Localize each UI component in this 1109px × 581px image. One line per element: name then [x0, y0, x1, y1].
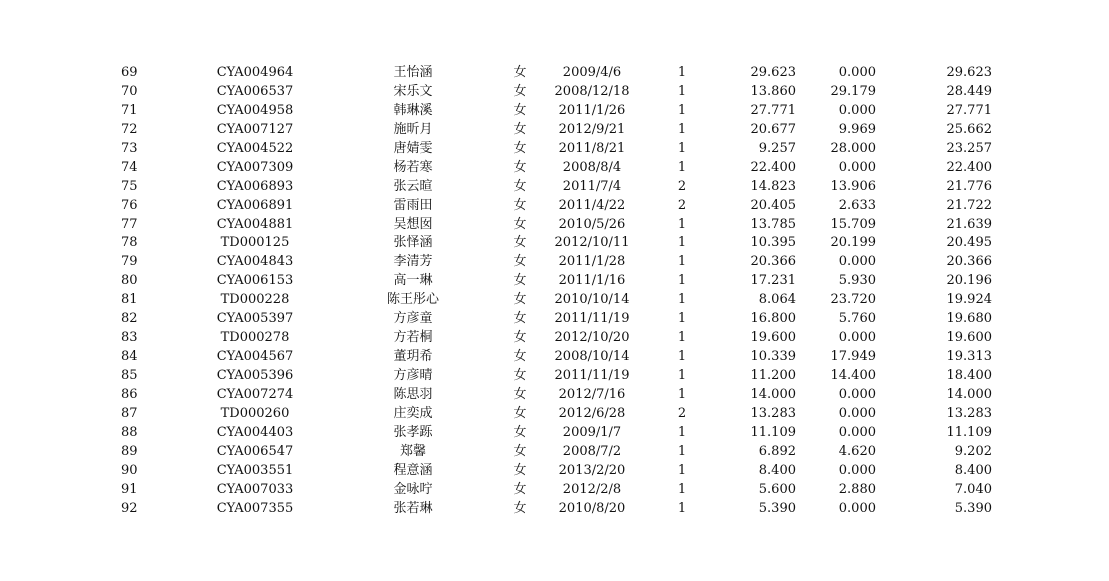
score-b-cell: 0.000	[838, 386, 876, 402]
total-score-cell: 23.257	[946, 140, 992, 156]
score-b-cell: 0.000	[838, 330, 876, 346]
date-cell: 2011/1/16	[558, 273, 626, 289]
count-cell: 1	[677, 65, 687, 80]
score-a-cell: 17.231	[750, 273, 796, 289]
table-row	[0, 121, 1109, 140]
score-a-cell: 29.623	[750, 65, 796, 80]
id-cell: TD000228	[220, 292, 290, 308]
count-cell: 1	[677, 311, 687, 327]
score-b-cell: 0.000	[838, 159, 876, 175]
name-cell: 张云暄	[393, 178, 433, 194]
gender-cell: 女	[513, 311, 527, 327]
name-cell: 李清芳	[393, 254, 433, 270]
total-score-cell: 22.400	[946, 159, 992, 175]
date-cell: 2009/4/6	[562, 65, 622, 80]
rank-cell: 72	[121, 121, 138, 137]
count-cell: 1	[677, 254, 687, 270]
id-cell: CYA004964	[216, 65, 294, 80]
score-b-cell: 9.969	[838, 121, 876, 137]
count-cell: 1	[677, 386, 687, 402]
table-row	[0, 102, 1109, 121]
rank-cell: 83	[121, 330, 138, 346]
score-a-cell: 9.257	[758, 140, 796, 156]
total-score-cell: 14.000	[946, 386, 992, 402]
date-cell: 2008/12/18	[554, 83, 630, 99]
table-row	[0, 64, 1109, 83]
rank-cell: 89	[121, 443, 138, 459]
score-b-cell: 4.620	[838, 443, 876, 459]
gender-cell: 女	[513, 462, 527, 478]
rank-cell: 80	[121, 273, 138, 289]
date-cell: 2011/4/22	[558, 197, 626, 213]
rank-cell: 71	[121, 102, 138, 118]
gender-cell: 女	[513, 102, 527, 118]
name-cell: 宋乐文	[393, 83, 433, 99]
total-score-cell: 20.366	[946, 254, 992, 270]
id-cell: CYA004567	[216, 349, 294, 365]
total-score-cell: 21.722	[946, 197, 992, 213]
gender-cell: 女	[513, 254, 527, 270]
score-b-cell: 29.179	[830, 83, 876, 99]
total-score-cell: 28.449	[946, 83, 992, 99]
name-cell: 陈王彤心	[386, 292, 439, 308]
name-cell: 金咏咛	[393, 481, 433, 497]
date-cell: 2011/1/28	[558, 254, 626, 270]
count-cell: 1	[677, 481, 687, 497]
name-cell: 程意涵	[393, 462, 433, 478]
gender-cell: 女	[513, 216, 527, 232]
name-cell: 高一琳	[393, 273, 433, 289]
score-b-cell: 13.906	[830, 178, 876, 194]
id-cell: CYA006891	[216, 197, 294, 213]
total-score-cell: 9.202	[954, 443, 992, 459]
date-cell: 2012/7/16	[558, 386, 626, 402]
table-row	[0, 140, 1109, 159]
table-row	[0, 405, 1109, 424]
score-a-cell: 11.109	[750, 424, 796, 440]
score-a-cell: 22.400	[750, 159, 796, 175]
date-cell: 2012/6/28	[558, 405, 626, 421]
date-cell: 2008/8/4	[562, 159, 622, 175]
rank-cell: 87	[121, 405, 138, 421]
score-a-cell: 20.366	[750, 254, 796, 270]
total-score-cell: 21.776	[946, 178, 992, 194]
gender-cell: 女	[513, 424, 527, 440]
gender-cell: 女	[513, 368, 527, 383]
score-a-cell: 8.400	[758, 462, 796, 478]
date-cell: 2011/11/19	[554, 311, 630, 327]
name-cell: 唐婧雯	[393, 140, 433, 156]
total-score-cell: 21.639	[946, 216, 992, 232]
date-cell: 2013/2/20	[558, 462, 626, 478]
table-row	[0, 159, 1109, 178]
count-cell: 1	[677, 159, 687, 175]
id-cell: CYA006547	[216, 443, 294, 459]
date-cell: 2011/8/21	[558, 140, 626, 156]
gender-cell: 女	[513, 83, 527, 99]
count-cell: 1	[677, 349, 687, 365]
rank-cell: 82	[121, 311, 138, 327]
date-cell: 2008/10/14	[554, 349, 630, 365]
gender-cell: 女	[513, 481, 527, 497]
gender-cell: 女	[513, 386, 527, 402]
total-score-cell: 13.283	[946, 405, 992, 421]
date-cell: 2012/10/11	[554, 235, 630, 251]
count-cell: 1	[677, 330, 687, 346]
name-cell: 方若桐	[393, 330, 433, 346]
total-score-cell: 19.924	[946, 292, 992, 308]
id-cell: TD000278	[220, 330, 290, 346]
date-cell: 2010/10/14	[554, 292, 630, 308]
rank-cell: 78	[121, 235, 138, 251]
id-cell: CYA007355	[216, 500, 294, 516]
table-row	[0, 424, 1109, 443]
count-cell: 1	[677, 121, 687, 137]
rank-cell: 85	[121, 368, 138, 383]
table-row	[0, 348, 1109, 367]
count-cell: 1	[677, 368, 687, 383]
table-row	[0, 386, 1109, 405]
id-cell: CYA004403	[216, 424, 294, 440]
id-cell: TD000260	[220, 405, 290, 421]
count-cell: 2	[677, 405, 687, 421]
score-a-cell: 6.892	[758, 443, 796, 459]
score-a-cell: 8.064	[758, 292, 796, 308]
score-b-cell: 2.880	[838, 481, 876, 497]
gender-cell: 女	[513, 159, 527, 175]
date-cell: 2009/1/7	[562, 424, 622, 440]
count-cell: 1	[677, 292, 687, 308]
total-score-cell: 29.623	[946, 65, 992, 80]
total-score-cell: 18.400	[946, 368, 992, 383]
score-b-cell: 14.400	[830, 368, 876, 383]
score-a-cell: 5.390	[758, 500, 796, 516]
score-b-cell: 0.000	[838, 424, 876, 440]
score-a-cell: 13.785	[750, 216, 796, 232]
table-row	[0, 310, 1109, 329]
name-cell: 董玥希	[393, 349, 433, 365]
score-b-cell: 23.720	[830, 292, 876, 308]
gender-cell: 女	[513, 349, 527, 365]
rank-cell: 92	[121, 500, 138, 516]
rank-cell: 84	[121, 349, 138, 365]
id-cell: CYA003551	[216, 462, 294, 478]
gender-cell: 女	[513, 235, 527, 251]
score-a-cell: 13.860	[750, 83, 796, 99]
score-a-cell: 27.771	[750, 102, 796, 118]
count-cell: 1	[677, 235, 687, 251]
gender-cell: 女	[513, 443, 527, 459]
score-b-cell: 0.000	[838, 65, 876, 80]
score-a-cell: 10.339	[750, 349, 796, 365]
id-cell: CYA005396	[216, 368, 294, 383]
id-cell: CYA005397	[216, 311, 294, 327]
name-cell: 方彦童	[393, 311, 433, 327]
total-score-cell: 25.662	[946, 121, 992, 137]
score-b-cell: 0.000	[838, 254, 876, 270]
table-row	[0, 253, 1109, 272]
total-score-cell: 20.495	[946, 235, 992, 251]
table-row	[0, 329, 1109, 348]
id-cell: CYA006893	[216, 178, 294, 194]
table-row	[0, 462, 1109, 481]
name-cell: 张怿涵	[393, 235, 433, 251]
rank-cell: 77	[121, 216, 138, 232]
table-row	[0, 197, 1109, 216]
score-a-cell: 14.823	[750, 178, 796, 194]
date-cell: 2011/1/26	[558, 102, 626, 118]
total-score-cell: 7.040	[954, 481, 992, 497]
score-a-cell: 19.600	[750, 330, 796, 346]
score-a-cell: 14.000	[750, 386, 796, 402]
gender-cell: 女	[513, 405, 527, 421]
id-cell: CYA006153	[216, 273, 294, 289]
total-score-cell: 8.400	[954, 462, 992, 478]
id-cell: CYA007309	[216, 159, 294, 175]
gender-cell: 女	[513, 292, 527, 308]
count-cell: 1	[677, 443, 687, 459]
id-cell: CYA006537	[216, 83, 294, 99]
score-a-cell: 20.677	[750, 121, 796, 137]
name-cell: 陈思羽	[393, 386, 433, 402]
date-cell: 2010/8/20	[558, 500, 626, 516]
rank-cell: 76	[121, 197, 138, 213]
date-cell: 2010/5/26	[558, 216, 626, 232]
count-cell: 1	[677, 462, 687, 478]
rank-cell: 74	[121, 159, 138, 175]
name-cell: 吴想囡	[393, 216, 433, 232]
total-score-cell: 5.390	[954, 500, 992, 516]
date-cell: 2012/2/8	[562, 481, 622, 497]
date-cell: 2011/7/4	[562, 178, 622, 194]
table-row	[0, 500, 1109, 519]
name-cell: 张孝跞	[393, 424, 433, 440]
date-cell: 2012/9/21	[558, 121, 626, 137]
rank-cell: 69	[121, 65, 138, 80]
rank-cell: 86	[121, 386, 138, 402]
count-cell: 2	[677, 178, 687, 194]
count-cell: 1	[677, 216, 687, 232]
id-cell: CYA004881	[216, 216, 294, 232]
date-cell: 2012/10/20	[554, 330, 630, 346]
id-cell: CYA007274	[216, 386, 294, 402]
score-b-cell: 20.199	[830, 235, 876, 251]
score-b-cell: 0.000	[838, 500, 876, 516]
rank-cell: 81	[121, 292, 138, 308]
table-row	[0, 481, 1109, 500]
table-row	[0, 178, 1109, 197]
name-cell: 郑馨	[399, 443, 426, 459]
score-b-cell: 17.949	[830, 349, 876, 365]
count-cell: 1	[677, 140, 687, 156]
rank-cell: 70	[121, 83, 138, 99]
rank-cell: 73	[121, 140, 138, 156]
name-cell: 雷雨田	[393, 197, 433, 213]
id-cell: CYA007033	[216, 481, 294, 497]
table-row	[0, 234, 1109, 253]
total-score-cell: 19.600	[946, 330, 992, 346]
score-b-cell: 2.633	[838, 197, 876, 213]
date-cell: 2008/7/2	[562, 443, 622, 459]
name-cell: 方彦晴	[393, 368, 433, 383]
gender-cell: 女	[513, 273, 527, 289]
gender-cell: 女	[513, 65, 527, 80]
score-b-cell: 5.760	[838, 311, 876, 327]
name-cell: 杨若寒	[393, 159, 433, 175]
name-cell: 韩琳溪	[393, 102, 433, 118]
score-b-cell: 28.000	[830, 140, 876, 156]
table-row	[0, 272, 1109, 291]
rank-cell: 88	[121, 424, 138, 440]
rank-cell: 91	[121, 481, 138, 497]
total-score-cell: 27.771	[946, 102, 992, 118]
gender-cell: 女	[513, 178, 527, 194]
score-a-cell: 13.283	[750, 405, 796, 421]
id-cell: CYA004958	[216, 102, 294, 118]
total-score-cell: 19.313	[946, 349, 992, 365]
id-cell: CYA007127	[216, 121, 294, 137]
score-b-cell: 0.000	[838, 405, 876, 421]
count-cell: 1	[677, 273, 687, 289]
count-cell: 1	[677, 424, 687, 440]
score-a-cell: 10.395	[750, 235, 796, 251]
score-b-cell: 0.000	[838, 102, 876, 118]
table-row	[0, 443, 1109, 462]
total-score-cell: 19.680	[946, 311, 992, 327]
table-row	[0, 367, 1109, 386]
gender-cell: 女	[513, 330, 527, 346]
score-b-cell: 5.930	[838, 273, 876, 289]
score-b-cell: 15.709	[830, 216, 876, 232]
id-cell: CYA004522	[216, 140, 294, 156]
total-score-cell: 20.196	[946, 273, 992, 289]
score-b-cell: 0.000	[838, 462, 876, 478]
total-score-cell: 11.109	[946, 424, 992, 440]
rank-cell: 75	[121, 178, 138, 194]
score-a-cell: 11.200	[750, 368, 796, 383]
gender-cell: 女	[513, 197, 527, 213]
name-cell: 张若琳	[393, 500, 433, 516]
name-cell: 王怡涵	[393, 65, 433, 80]
count-cell: 1	[677, 500, 687, 516]
id-cell: CYA004843	[216, 254, 294, 270]
count-cell: 1	[677, 102, 687, 118]
count-cell: 2	[677, 197, 687, 213]
count-cell: 1	[677, 83, 687, 99]
score-a-cell: 5.600	[758, 481, 796, 497]
gender-cell: 女	[513, 500, 527, 516]
rank-cell: 90	[121, 462, 138, 478]
date-cell: 2011/11/19	[554, 368, 630, 383]
table-row	[0, 83, 1109, 102]
score-a-cell: 16.800	[750, 311, 796, 327]
results-table	[0, 64, 1109, 519]
table-row	[0, 216, 1109, 235]
name-cell: 庄奕成	[393, 405, 433, 421]
gender-cell: 女	[513, 140, 527, 156]
name-cell: 施昕月	[393, 121, 433, 137]
table-row	[0, 291, 1109, 310]
rank-cell: 79	[121, 254, 138, 270]
gender-cell: 女	[513, 121, 527, 137]
id-cell: TD000125	[220, 235, 290, 251]
score-a-cell: 20.405	[750, 197, 796, 213]
